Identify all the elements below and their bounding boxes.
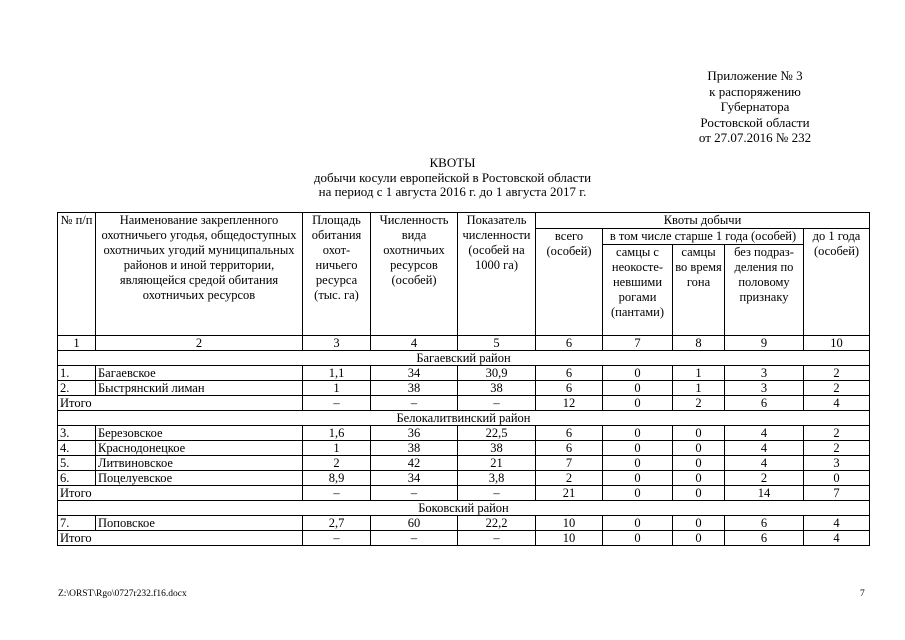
- quota-total-cell: 7: [536, 456, 603, 471]
- subtotal-total: 12: [536, 396, 603, 411]
- males-antlers-cell: 0: [603, 381, 673, 396]
- subtotal-males-antlers: 0: [603, 396, 673, 411]
- row-number: 4.: [58, 441, 96, 456]
- table-row: [58, 426, 870, 441]
- hunting-ground-name: Поцелуевское: [96, 471, 303, 486]
- males-antlers-cell: 0: [603, 516, 673, 531]
- table-row: [58, 441, 870, 456]
- subtotal-males-rut: 0: [673, 531, 725, 546]
- density-cell: 38: [458, 441, 536, 456]
- hunting-ground-name: Быстрянский лиман: [96, 381, 303, 396]
- subtotal-area: –: [303, 486, 371, 501]
- subtotal-under1: 7: [804, 486, 870, 501]
- header-males-rut: самцы во время гона: [673, 245, 725, 336]
- column-number-row: [58, 336, 870, 351]
- no-sex-cell: 6: [725, 516, 804, 531]
- density-cell: 22,5: [458, 426, 536, 441]
- count-cell: 36: [371, 426, 458, 441]
- title-line: на период с 1 августа 2016 г. до 1 августа 2017 г.: [318, 184, 587, 199]
- column-number: 2: [96, 336, 303, 351]
- subtotal-count: –: [371, 396, 458, 411]
- males-antlers-cell: 0: [603, 471, 673, 486]
- density-cell: 3,8: [458, 471, 536, 486]
- footer-file-path: Z:\ORST\Rgo\0727r232.f16.docx: [58, 589, 187, 599]
- table-row: [58, 456, 870, 471]
- table-row: [58, 381, 870, 396]
- subtotal-under1: 4: [804, 396, 870, 411]
- subtotal-label: Итого: [58, 396, 303, 411]
- appendix-line: Губернатора: [720, 99, 790, 114]
- district-row: [58, 501, 870, 516]
- subtotal-label: Итого: [58, 531, 303, 546]
- column-number: 4: [371, 336, 458, 351]
- males-rut-cell: 1: [673, 381, 725, 396]
- district-name: Белокалитвинский район: [58, 411, 870, 426]
- males-antlers-cell: 0: [603, 456, 673, 471]
- hunting-ground-name: Краснодонецкое: [96, 441, 303, 456]
- quota-total-cell: 6: [536, 426, 603, 441]
- table-row: [58, 471, 870, 486]
- under1-cell: 4: [804, 516, 870, 531]
- column-number: 1: [58, 336, 96, 351]
- appendix-line: от 27.07.2016 № 232: [698, 130, 812, 145]
- column-number: 9: [725, 336, 804, 351]
- row-number: 7.: [58, 516, 96, 531]
- no-sex-cell: 2: [725, 471, 804, 486]
- males-rut-cell: 0: [673, 516, 725, 531]
- subtotal-area: –: [303, 531, 371, 546]
- no-sex-cell: 4: [725, 426, 804, 441]
- males-rut-cell: 0: [673, 456, 725, 471]
- hunting-ground-name: Литвиновское: [96, 456, 303, 471]
- table-row: [58, 366, 870, 381]
- header-density: Показатель численности (особей на 1000 га): [458, 213, 536, 336]
- row-number: 2.: [58, 381, 96, 396]
- subtotal-no-sex: 6: [725, 531, 804, 546]
- under1-cell: 3: [804, 456, 870, 471]
- count-cell: 38: [371, 441, 458, 456]
- subtotal-label: Итого: [58, 486, 303, 501]
- no-sex-cell: 3: [725, 381, 804, 396]
- header-count: Численность вида охотничьих ресурсов (особей): [371, 213, 458, 336]
- column-number: 8: [673, 336, 725, 351]
- males-antlers-cell: 0: [603, 426, 673, 441]
- appendix-line: Приложение № 3: [707, 68, 803, 83]
- subtotal-total: 21: [536, 486, 603, 501]
- table-row: [58, 516, 870, 531]
- district-row: [58, 351, 870, 366]
- title-line: КВОТЫ: [429, 155, 476, 170]
- males-rut-cell: 0: [673, 471, 725, 486]
- appendix-line: к распоряжению: [709, 83, 801, 99]
- header-quotas: Квоты добычи: [536, 213, 870, 229]
- subtotal-males-antlers: 0: [603, 486, 673, 501]
- count-cell: 42: [371, 456, 458, 471]
- district-row: [58, 411, 870, 426]
- under1-cell: 0: [804, 471, 870, 486]
- subtotal-row: [58, 396, 870, 411]
- district-name: Багаевский район: [58, 351, 870, 366]
- footer-page-number: 7: [860, 589, 865, 599]
- density-cell: 30,9: [458, 366, 536, 381]
- quota-total-cell: 6: [536, 366, 603, 381]
- density-cell: 22,2: [458, 516, 536, 531]
- hunting-ground-name: Березовское: [96, 426, 303, 441]
- under1-cell: 2: [804, 381, 870, 396]
- title-line: добычи косули европейской в Ростовской области: [313, 169, 592, 185]
- header-area: Площадь обитания охот-ничьего ресурса (тыс. га): [303, 213, 371, 336]
- subtotal-males-rut: 2: [673, 396, 725, 411]
- column-number: 6: [536, 336, 603, 351]
- header-males-antlers: самцы с неокосте-невшими рогами (пантами): [603, 245, 673, 336]
- appendix-block: [600, 68, 905, 146]
- row-number: 3.: [58, 426, 96, 441]
- area-cell: 1,1: [303, 366, 371, 381]
- quota-total-cell: 6: [536, 441, 603, 456]
- header-no-sex: без подраз-деления по половому признаку: [725, 245, 804, 336]
- row-number: 6.: [58, 471, 96, 486]
- no-sex-cell: 4: [725, 456, 804, 471]
- column-number: 5: [458, 336, 536, 351]
- males-rut-cell: 0: [673, 441, 725, 456]
- no-sex-cell: 4: [725, 441, 804, 456]
- area-cell: 2,7: [303, 516, 371, 531]
- males-antlers-cell: 0: [603, 366, 673, 381]
- area-cell: 8,9: [303, 471, 371, 486]
- header-name: Наименование закрепленного охотничьего угодья, общедоступных охотничьих угодий муниципальных районов и иной территории, являющейся средой обитания охотничьих ресурсов: [96, 213, 303, 336]
- column-number: 7: [603, 336, 673, 351]
- hunting-ground-name: Поповское: [96, 516, 303, 531]
- subtotal-row: [58, 486, 870, 501]
- count-cell: 38: [371, 381, 458, 396]
- area-cell: 2: [303, 456, 371, 471]
- subtotal-no-sex: 14: [725, 486, 804, 501]
- hunting-ground-name: Багаевское: [96, 366, 303, 381]
- subtotal-count: –: [371, 486, 458, 501]
- count-cell: 34: [371, 471, 458, 486]
- quota-table: [57, 212, 870, 546]
- quota-total-cell: 10: [536, 516, 603, 531]
- males-antlers-cell: 0: [603, 441, 673, 456]
- under1-cell: 2: [804, 426, 870, 441]
- subtotal-density: –: [458, 396, 536, 411]
- subtotal-density: –: [458, 531, 536, 546]
- subtotal-under1: 4: [804, 531, 870, 546]
- header-total: всего (особей): [536, 229, 603, 336]
- header-older: в том числе старше 1 года (особей): [603, 229, 804, 245]
- document-title: [0, 156, 905, 200]
- header-under1: до 1 года (особей): [804, 229, 870, 336]
- no-sex-cell: 3: [725, 366, 804, 381]
- subtotal-count: –: [371, 531, 458, 546]
- area-cell: 1: [303, 441, 371, 456]
- column-number: 3: [303, 336, 371, 351]
- count-cell: 60: [371, 516, 458, 531]
- density-cell: 21: [458, 456, 536, 471]
- subtotal-density: –: [458, 486, 536, 501]
- quota-total-cell: 2: [536, 471, 603, 486]
- males-rut-cell: 1: [673, 366, 725, 381]
- subtotal-males-antlers: 0: [603, 531, 673, 546]
- appendix-line: Ростовской области: [700, 114, 810, 130]
- column-number: 10: [804, 336, 870, 351]
- subtotal-area: –: [303, 396, 371, 411]
- count-cell: 34: [371, 366, 458, 381]
- header-num: № п/п: [58, 213, 96, 336]
- row-number: 1.: [58, 366, 96, 381]
- subtotal-total: 10: [536, 531, 603, 546]
- subtotal-males-rut: 0: [673, 486, 725, 501]
- under1-cell: 2: [804, 366, 870, 381]
- subtotal-row: [58, 531, 870, 546]
- males-rut-cell: 0: [673, 426, 725, 441]
- under1-cell: 2: [804, 441, 870, 456]
- density-cell: 38: [458, 381, 536, 396]
- table-body: [58, 336, 870, 546]
- row-number: 5.: [58, 456, 96, 471]
- district-name: Боковский район: [58, 501, 870, 516]
- subtotal-no-sex: 6: [725, 396, 804, 411]
- area-cell: 1,6: [303, 426, 371, 441]
- quota-total-cell: 6: [536, 381, 603, 396]
- area-cell: 1: [303, 381, 371, 396]
